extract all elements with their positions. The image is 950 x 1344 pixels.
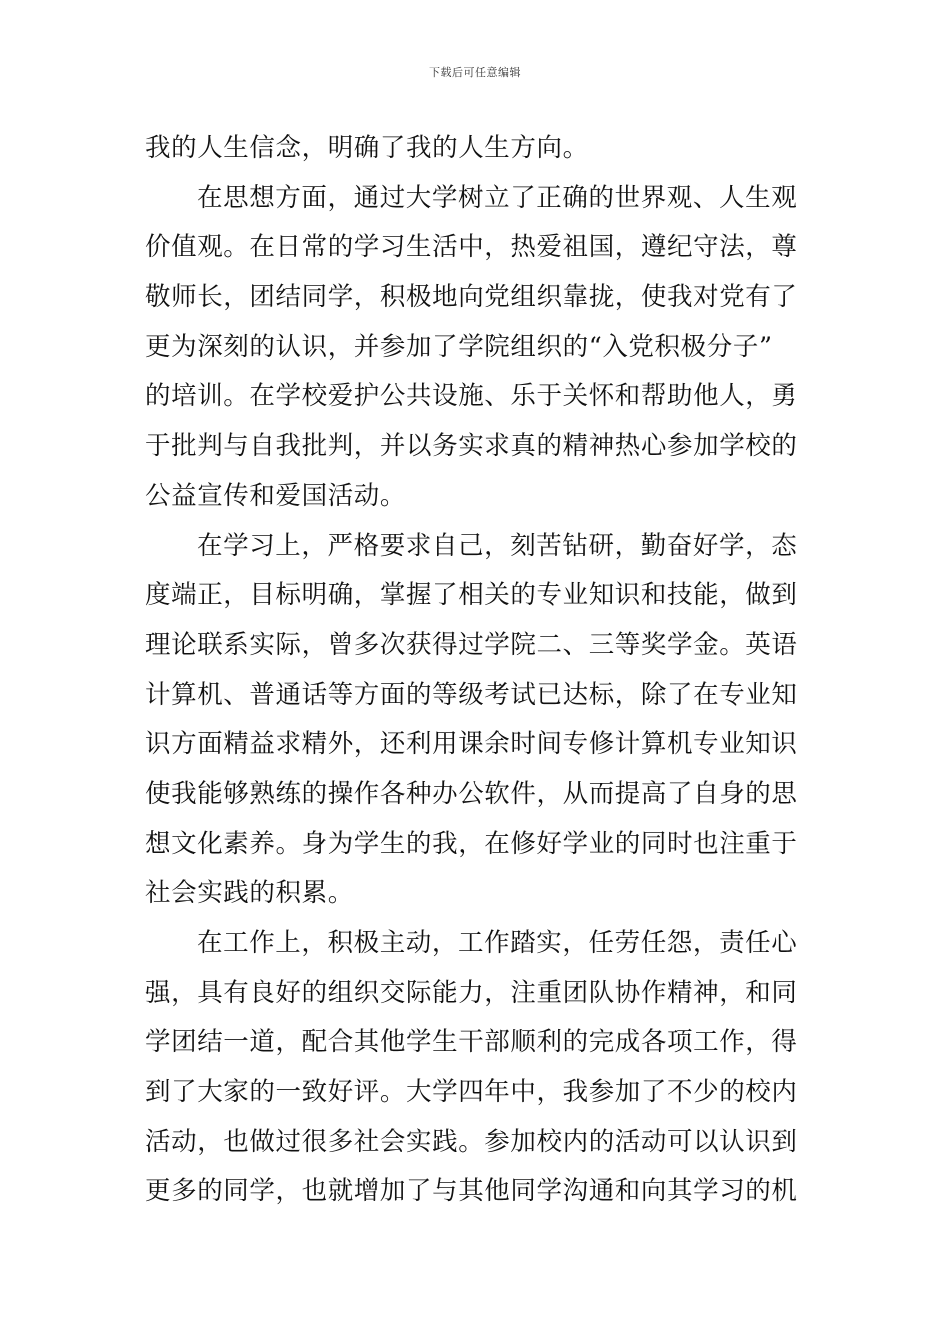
text-line: 强，具有良好的组织交际能力，注重团队协作精神，和同 [145,977,798,1008]
text-line: 想文化素养。身为学生的我，在修好学业的同时也注重于 [145,828,798,859]
text-line: 使我能够熟练的操作各种办公软件，从而提高了自身的思 [145,778,798,809]
text-line: 的培训。在学校爱护公共设施、乐于关怀和帮助他人，勇 [145,381,798,412]
text-line: 于批判与自我批判，并以务实求真的精神热心参加学校的 [145,431,798,462]
text-line: 我的人生信念，明确了我的人生方向。 [145,133,589,163]
text-line: 度端正，目标明确，掌握了相关的专业知识和技能，做到 [145,580,798,611]
text-line: 社会实践的积累。 [145,878,354,909]
text-line: 学团结一道，配合其他学生干部顺利的完成各项工作，得 [145,1027,798,1058]
text-line: 更为深刻的认识，并参加了学院组织的“入党积极分子” [145,331,773,362]
text-line: 计算机、普通话等方面的等级考试已达标，除了在专业知 [145,679,798,710]
text-line: 公益宣传和爱国活动。 [145,480,407,511]
text-line: 更多的同学，也就增加了与其他同学沟通和向其学习的机 [145,1176,798,1207]
text-line: 到了大家的一致好评。大学四年中，我参加了不少的校内 [145,1077,798,1108]
text-line: 敬师长，团结同学，积极地向党组织靠拢，使我对党有了 [145,282,798,313]
paragraph-start-line: 在学习上，严格要求自己，刻苦钻研，勤奋好学，态 [197,530,798,561]
document-body [145,124,810,1217]
text-line: 活动，也做过很多社会实践。参加校内的活动可以认识到 [145,1126,798,1157]
text-line: 理论联系实际，曾多次获得过学院二、三等奖学金。英语 [145,629,798,660]
text-line: 价值观。在日常的学习生活中，热爱祖国，遵纪守法，尊 [145,232,798,263]
paragraph-start-line: 在工作上，积极主动，工作踏实，任劳任怨，责任心 [197,928,798,958]
text-line: 识方面精益求精外，还利用课余时间专修计算机专业知识 [145,729,798,760]
page-header: 下载后可任意编辑 [429,66,521,79]
paragraph-start-line: 在思想方面，通过大学树立了正确的世界观、人生观 [197,182,798,213]
